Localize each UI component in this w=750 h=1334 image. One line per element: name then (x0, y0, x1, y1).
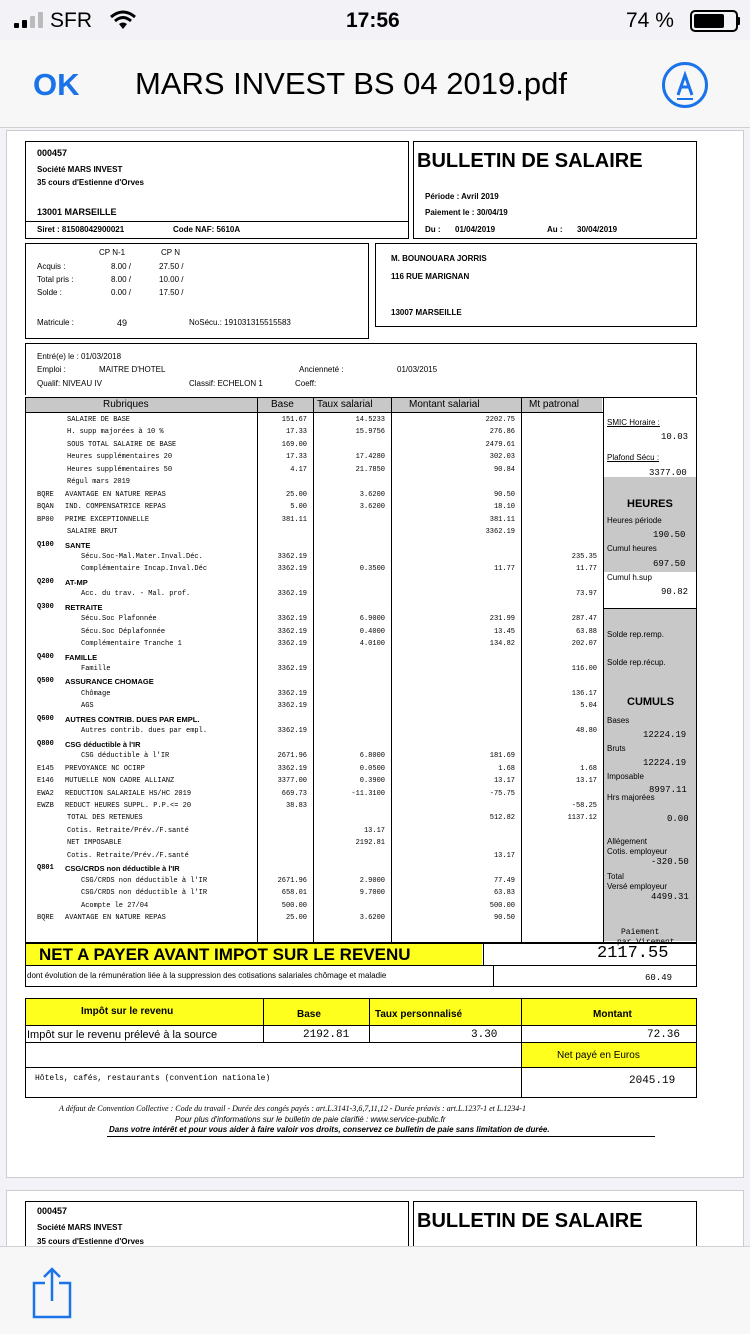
payslip (21, 141, 717, 1161)
au-label: Au : (547, 225, 563, 234)
line-taux: 21.7850 (355, 465, 385, 474)
ok-button[interactable]: OK (33, 67, 80, 102)
line-mp: 1.68 (580, 764, 597, 773)
line-mp: 48.80 (575, 727, 597, 736)
ir-col-base: Base (297, 1009, 321, 1020)
paiement-date: Paiement le : 30/04/19 (425, 208, 508, 217)
line-mp: 73.97 (575, 590, 597, 599)
line-taux: 0.0500 (359, 764, 385, 773)
line-base: 3362.19 (277, 727, 307, 736)
share-icon[interactable] (32, 1267, 72, 1319)
au-date: 30/04/2019 (577, 225, 618, 234)
du-date: 01/04/2019 (455, 225, 496, 234)
line-base: 3362.19 (277, 590, 307, 599)
line-ms: 134.82 (489, 640, 515, 649)
line-label: CSG/CRDS non déductible à l'IR (81, 876, 208, 885)
cumul-heures: 697.50 (653, 559, 686, 569)
employer-code: 000457 (37, 148, 68, 158)
footer-line-1: A défaut de Convention Collective : Code du travail - Durée des congés payés : art.L.3141-3,6,7,11,12 - Durée préavis : art.L.1237-1 et L.1234-1 (59, 1104, 526, 1113)
ir-col-montant: Montant (593, 1009, 632, 1020)
evolution-value: 60.49 (645, 973, 673, 983)
line-base: 25.00 (285, 914, 307, 922)
line-label: Famille (81, 665, 111, 673)
line-code: Q400 (37, 652, 54, 661)
line-base: 3362.19 (277, 615, 307, 624)
line-mp: 5.04 (580, 702, 597, 711)
line-base: 38.83 (285, 801, 307, 810)
emploi-label: Emploi : (37, 365, 66, 374)
bruts-value: 12224.19 (643, 758, 687, 768)
ir-row-taux: 3.30 (471, 1029, 498, 1041)
ir-row-montant: 72.36 (647, 1029, 681, 1041)
line-code: Q100 (37, 540, 54, 549)
convention: Hôtels, cafés, restaurants (convention nationale) (35, 1074, 271, 1083)
line-taux: 14.5233 (355, 416, 385, 424)
allegement-label-2: Cotis. employeur (607, 847, 668, 856)
company-address: 35 cours d'Estienne d'Orves (37, 178, 144, 187)
line-base: 3362.19 (277, 640, 307, 649)
line-taux: 6.8000 (359, 752, 385, 761)
line-label: H. supp majorées à 10 % (67, 428, 164, 437)
status-bar (0, 0, 750, 40)
line-base: 2671.96 (277, 752, 307, 761)
line-ms: 512.82 (489, 814, 515, 823)
carrier-name: SFR (50, 9, 92, 32)
col-rubriques: Rubriques (103, 399, 149, 410)
line-ms: 13.17 (493, 777, 515, 786)
cp-row-n1: 0.00 / (111, 288, 132, 297)
ir-row-base: 2192.81 (303, 1029, 350, 1041)
line-label: SALAIRE BRUT (67, 528, 118, 537)
line-ms: 302.03 (489, 453, 515, 462)
line-label: MUTUELLE NON CADRE ALLIANZ (65, 777, 175, 786)
line-code: E146 (37, 777, 54, 786)
cp-header-n: CP N (161, 248, 180, 257)
line-label: Acc. du trav. - Mal. prof. (81, 590, 191, 599)
allegement-value: -320.50 (651, 857, 689, 867)
battery-icon (690, 10, 738, 32)
line-label: SANTE (65, 540, 91, 550)
line-ms: 90.50 (493, 490, 515, 499)
line-taux: -11.3100 (351, 789, 385, 798)
line-code: BQAN (37, 503, 54, 512)
employee-name: M. BOUNOUARA JORRIS (391, 254, 487, 263)
col-montant-salarial: Montant salarial (409, 399, 480, 410)
imposable-value: 8997.11 (649, 785, 687, 795)
line-label: REDUCT HEURES SUPPL. P.P.<= 20 (65, 801, 192, 810)
nosecu: NoSécu.: 191031315515583 (189, 318, 291, 327)
pdf-page-2 (6, 1190, 744, 1250)
solde-rep-recup: Solde rep.récup. (607, 658, 666, 667)
footer-line-2: Pour plus d'informations sur le bulletin de paie clarifié : www.service-public.fr (175, 1115, 446, 1124)
line-mp: 13.17 (575, 777, 597, 786)
line-label: SALAIRE DE BASE (67, 416, 131, 424)
line-ms: -75.75 (489, 789, 515, 798)
document-title: MARS INVEST BS 04 2019.pdf (135, 66, 567, 101)
bases-label: Bases (607, 716, 630, 725)
line-mp: 1137.12 (567, 814, 597, 823)
line-mp: 235.35 (571, 552, 597, 561)
employee-street: 116 RUE MARIGNAN (391, 272, 470, 281)
solde-rep-remp: Solde rep.remp. (607, 630, 664, 639)
line-label: CSG/CRDS non déductible à l'IR (65, 864, 180, 874)
line-code: BQRE (37, 914, 54, 922)
matricule-label: Matricule : (37, 318, 74, 327)
line-taux: 13.17 (363, 826, 385, 835)
line-taux: 6.9000 (359, 615, 385, 624)
page2-employer-code: 000457 (37, 1206, 68, 1216)
line-mp: 63.88 (575, 627, 597, 636)
company-city: 13001 MARSEILLE (37, 207, 117, 217)
line-base: 25.00 (285, 490, 307, 499)
footer-line-3: Dans votre intérêt et pour vous aider à faire valoir vos droits, conservez ce bulletin de paie sans limitation de durée. (109, 1125, 550, 1134)
line-taux: 3.6200 (359, 503, 385, 512)
net-a-payer-label: NET A PAYER AVANT IMPOT SUR LE REVENU (39, 945, 411, 964)
heures-periode-label: Heures période (607, 516, 662, 525)
line-label: Complémentaire Tranche 1 (81, 640, 182, 649)
line-base: 500.00 (281, 901, 307, 910)
line-base: 3362.19 (277, 702, 307, 711)
line-label: SOUS TOTAL SALAIRE DE BASE (67, 440, 177, 449)
net-paye-value: 2045.19 (629, 1075, 676, 1087)
line-base: 151.67 (281, 416, 307, 424)
anciennete-label: Ancienneté : (299, 365, 344, 374)
line-label: Sécu.Soc Déplafonnée (81, 627, 166, 636)
line-base: 5.00 (290, 503, 307, 512)
line-ms: 2202.75 (485, 416, 515, 424)
heures-periode: 190.50 (653, 530, 686, 540)
line-ms: 90.50 (493, 914, 515, 922)
line-base: 3362.19 (277, 665, 307, 673)
bottom-toolbar (0, 1246, 750, 1334)
line-ms: 381.11 (489, 515, 515, 524)
col-taux-salarial: Taux salarial (317, 399, 373, 410)
line-base: 17.33 (285, 453, 307, 462)
line-label: NET IMPOSABLE (67, 839, 122, 848)
line-label: PRIME EXCEPTIONNELLE (65, 515, 150, 524)
page2-title: BULLETIN DE SALAIRE (417, 1210, 643, 1232)
line-ms: 77.49 (493, 876, 515, 885)
imposable-label: Imposable (607, 772, 644, 781)
cp-row-label: Solde : (37, 288, 62, 297)
cp-row-label: Total pris : (37, 275, 74, 284)
cp-row-n: 10.00 / (159, 275, 184, 284)
line-taux: 4.0100 (359, 640, 385, 649)
pdf-page (6, 130, 744, 1178)
total-label-2: Versé employeur (607, 882, 668, 891)
line-base: 3377.00 (277, 777, 307, 786)
line-taux: 0.4000 (359, 627, 385, 636)
line-label: ASSURANCE CHOMAGE (65, 677, 154, 687)
allegement-label-1: Allégement (607, 837, 648, 846)
du-label: Du : (425, 225, 441, 234)
anciennete: 01/03/2015 (397, 365, 438, 374)
line-mp: 11.77 (575, 565, 597, 574)
line-taux: 17.4280 (355, 453, 385, 462)
periode: Période : Avril 2019 (425, 192, 499, 201)
line-code: BQRE (37, 490, 54, 499)
line-label: Autres contrib. dues par empl. (81, 727, 208, 736)
line-label: Régul mars 2019 (67, 478, 131, 487)
qualif: Qualif: NIVEAU IV (37, 379, 102, 388)
employee-city: 13007 MARSEILLE (391, 308, 462, 317)
line-label: Heures supplémentaires 20 (67, 453, 173, 462)
paiement-label-1: Paiement (621, 928, 660, 937)
line-label: CSG déductible à l'IR (81, 752, 170, 761)
evolution-label: dont évolution de la rémunération liée à la suppression des cotisations salariales chômage et maladie (27, 971, 387, 980)
line-ms: 18.10 (493, 503, 515, 512)
line-code: Q300 (37, 602, 54, 611)
line-base: 3362.19 (277, 764, 307, 773)
line-code: Q800 (37, 739, 54, 748)
bruts-label: Bruts (607, 744, 626, 753)
line-label: RETRAITE (65, 602, 103, 612)
smic-label: SMIC Horaire : (607, 418, 660, 427)
line-label: AT-MP (65, 577, 88, 587)
line-taux: 2192.81 (355, 839, 385, 848)
cp-row-n: 17.50 / (159, 288, 184, 297)
line-taux: 0.3900 (359, 777, 385, 786)
ir-row-label: Impôt sur le revenu prélevé à la source (27, 1029, 218, 1041)
paiement-label-2: par Virement (617, 938, 675, 947)
col-mt-patronal: Mt patronal (529, 399, 580, 410)
line-label: CSG déductible à l'IR (65, 739, 141, 749)
page2-address: 35 cours d'Estienne d'Orves (37, 1237, 144, 1246)
line-label: FAMILLE (65, 652, 98, 662)
line-base: 17.33 (285, 428, 307, 437)
line-ms: 11.77 (493, 565, 515, 574)
clock: 17:56 (346, 9, 400, 32)
net-paye-label: Net payé en Euros (557, 1050, 640, 1061)
line-ms: 500.00 (489, 901, 515, 910)
cumul-hsup: 90.82 (661, 587, 689, 597)
line-base: 169.00 (281, 440, 307, 449)
line-base: 669.73 (281, 789, 307, 798)
line-ms: 1.68 (498, 764, 515, 773)
line-ms: 13.45 (493, 627, 515, 636)
cumul-heures-label: Cumul heures (607, 544, 657, 553)
line-label: Cotis. Retraite/Prév./F.santé (67, 826, 189, 835)
line-label: AVANTAGE EN NATURE REPAS (65, 914, 166, 922)
smic-value: 10.03 (661, 432, 689, 442)
siret: Siret : 81508042900021 (37, 225, 125, 234)
line-ms: 181.69 (489, 752, 515, 761)
cp-row-label: Acquis : (37, 262, 66, 271)
wifi-icon (110, 10, 136, 30)
line-ms: 13.17 (493, 851, 515, 860)
line-taux: 3.6200 (359, 914, 385, 922)
line-code: Q801 (37, 864, 54, 873)
line-mp: 116.00 (571, 665, 597, 673)
nav-bar (0, 40, 750, 128)
cp-row-n1: 8.00 / (111, 262, 132, 271)
line-ms: 63.83 (493, 889, 515, 898)
line-label: Complémentaire Incap.Inval.Déc (81, 565, 208, 574)
classif: Classif: ECHELON 1 (189, 379, 263, 388)
company-name: Société MARS INVEST (37, 165, 123, 174)
line-label: Sécu.Soc Plafonnée (81, 615, 157, 624)
cumul-hsup-label: Cumul h.sup (607, 573, 652, 582)
net-a-payer-value: 2117.55 (597, 944, 669, 963)
line-ms: 2479.61 (485, 440, 515, 449)
line-base: 3362.19 (277, 689, 307, 698)
line-code: Q200 (37, 577, 54, 586)
total-verse: 4499.31 (651, 892, 689, 902)
line-label: Chômage (81, 689, 111, 698)
line-mp: -58.25 (571, 801, 597, 810)
markup-icon[interactable] (662, 62, 708, 108)
col-base: Base (271, 399, 294, 410)
hrs-majorees-label: Hrs majorées (607, 793, 655, 802)
line-taux: 15.9756 (355, 428, 385, 437)
line-code: EWA2 (37, 789, 54, 798)
line-label: Heures supplémentaires 50 (67, 465, 173, 474)
line-label: CSG/CRDS non déductible à l'IR (81, 889, 208, 898)
line-code: Q600 (37, 714, 54, 723)
line-base: 3362.19 (277, 552, 307, 561)
line-label: PREVOYANCE NC OCIRP (65, 764, 145, 773)
line-ms: 3362.19 (485, 528, 515, 537)
line-taux: 3.6200 (359, 490, 385, 499)
line-code: BP00 (37, 515, 54, 524)
page2-company: Société MARS INVEST (37, 1223, 123, 1232)
line-label: Cotis. Retraite/Prév./F.santé (67, 851, 189, 860)
ir-col-impot: Impôt sur le revenu (81, 1006, 174, 1017)
cp-header-n1: CP N-1 (99, 248, 126, 257)
line-label: IND. COMPENSATRICE REPAS (65, 503, 166, 512)
heures-title: HEURES (627, 498, 673, 510)
ir-col-taux: Taux personnalisé (375, 1009, 463, 1020)
line-taux: 2.9000 (359, 876, 385, 885)
payslip-title: BULLETIN DE SALAIRE (417, 150, 643, 172)
line-code: Q500 (37, 677, 54, 686)
line-ms: 231.99 (489, 615, 515, 624)
plafond-value: 3377.00 (649, 468, 687, 478)
line-base: 3362.19 (277, 627, 307, 636)
bases-value: 12224.19 (643, 730, 687, 740)
line-code: E145 (37, 764, 54, 773)
line-base: 4.17 (290, 465, 307, 474)
line-label: AUTRES CONTRIB. DUES PAR EMPL. (65, 714, 200, 724)
matricule: 49 (117, 318, 128, 328)
hrs-majorees: 0.00 (667, 814, 689, 824)
line-mp: 287.47 (571, 615, 597, 624)
cumuls-title: CUMULS (627, 696, 675, 708)
line-mp: 202.07 (571, 640, 597, 649)
line-taux: 9.7000 (359, 889, 385, 898)
line-taux: 0.3500 (359, 565, 385, 574)
line-base: 2671.96 (277, 876, 307, 885)
emploi: MAITRE D'HOTEL (99, 365, 166, 374)
line-label: Sécu.Soc-Mal.Mater.Inval.Déc. (81, 552, 203, 561)
line-label: Acompte le 27/04 (81, 901, 149, 910)
line-ms: 90.84 (493, 465, 515, 474)
line-label: AVANTAGE EN NATURE REPAS (65, 490, 166, 499)
line-ms: 276.86 (489, 428, 515, 437)
entree-date: Entré(e) le : 01/03/2018 (37, 352, 122, 361)
line-base: 658.01 (281, 889, 307, 898)
line-mp: 136.17 (571, 689, 597, 698)
plafond-label: Plafond Sécu : (607, 453, 660, 462)
naf-code: Code NAF: 5610A (173, 225, 241, 234)
line-code: EWZB (37, 801, 54, 810)
total-label-1: Total (607, 872, 624, 881)
coeff: Coeff: (295, 379, 317, 388)
line-label: REDUCTION SALARIALE HS/HC 2019 (65, 789, 192, 798)
line-label: TOTAL DES RETENUES (67, 814, 143, 823)
line-base: 381.11 (281, 515, 307, 524)
line-label: AGS (81, 702, 94, 711)
signal-icon (14, 12, 50, 28)
battery-percent: 74 % (626, 9, 674, 32)
line-base: 3362.19 (277, 565, 307, 574)
cp-row-n1: 8.00 / (111, 275, 132, 284)
cp-row-n: 27.50 / (159, 262, 184, 271)
